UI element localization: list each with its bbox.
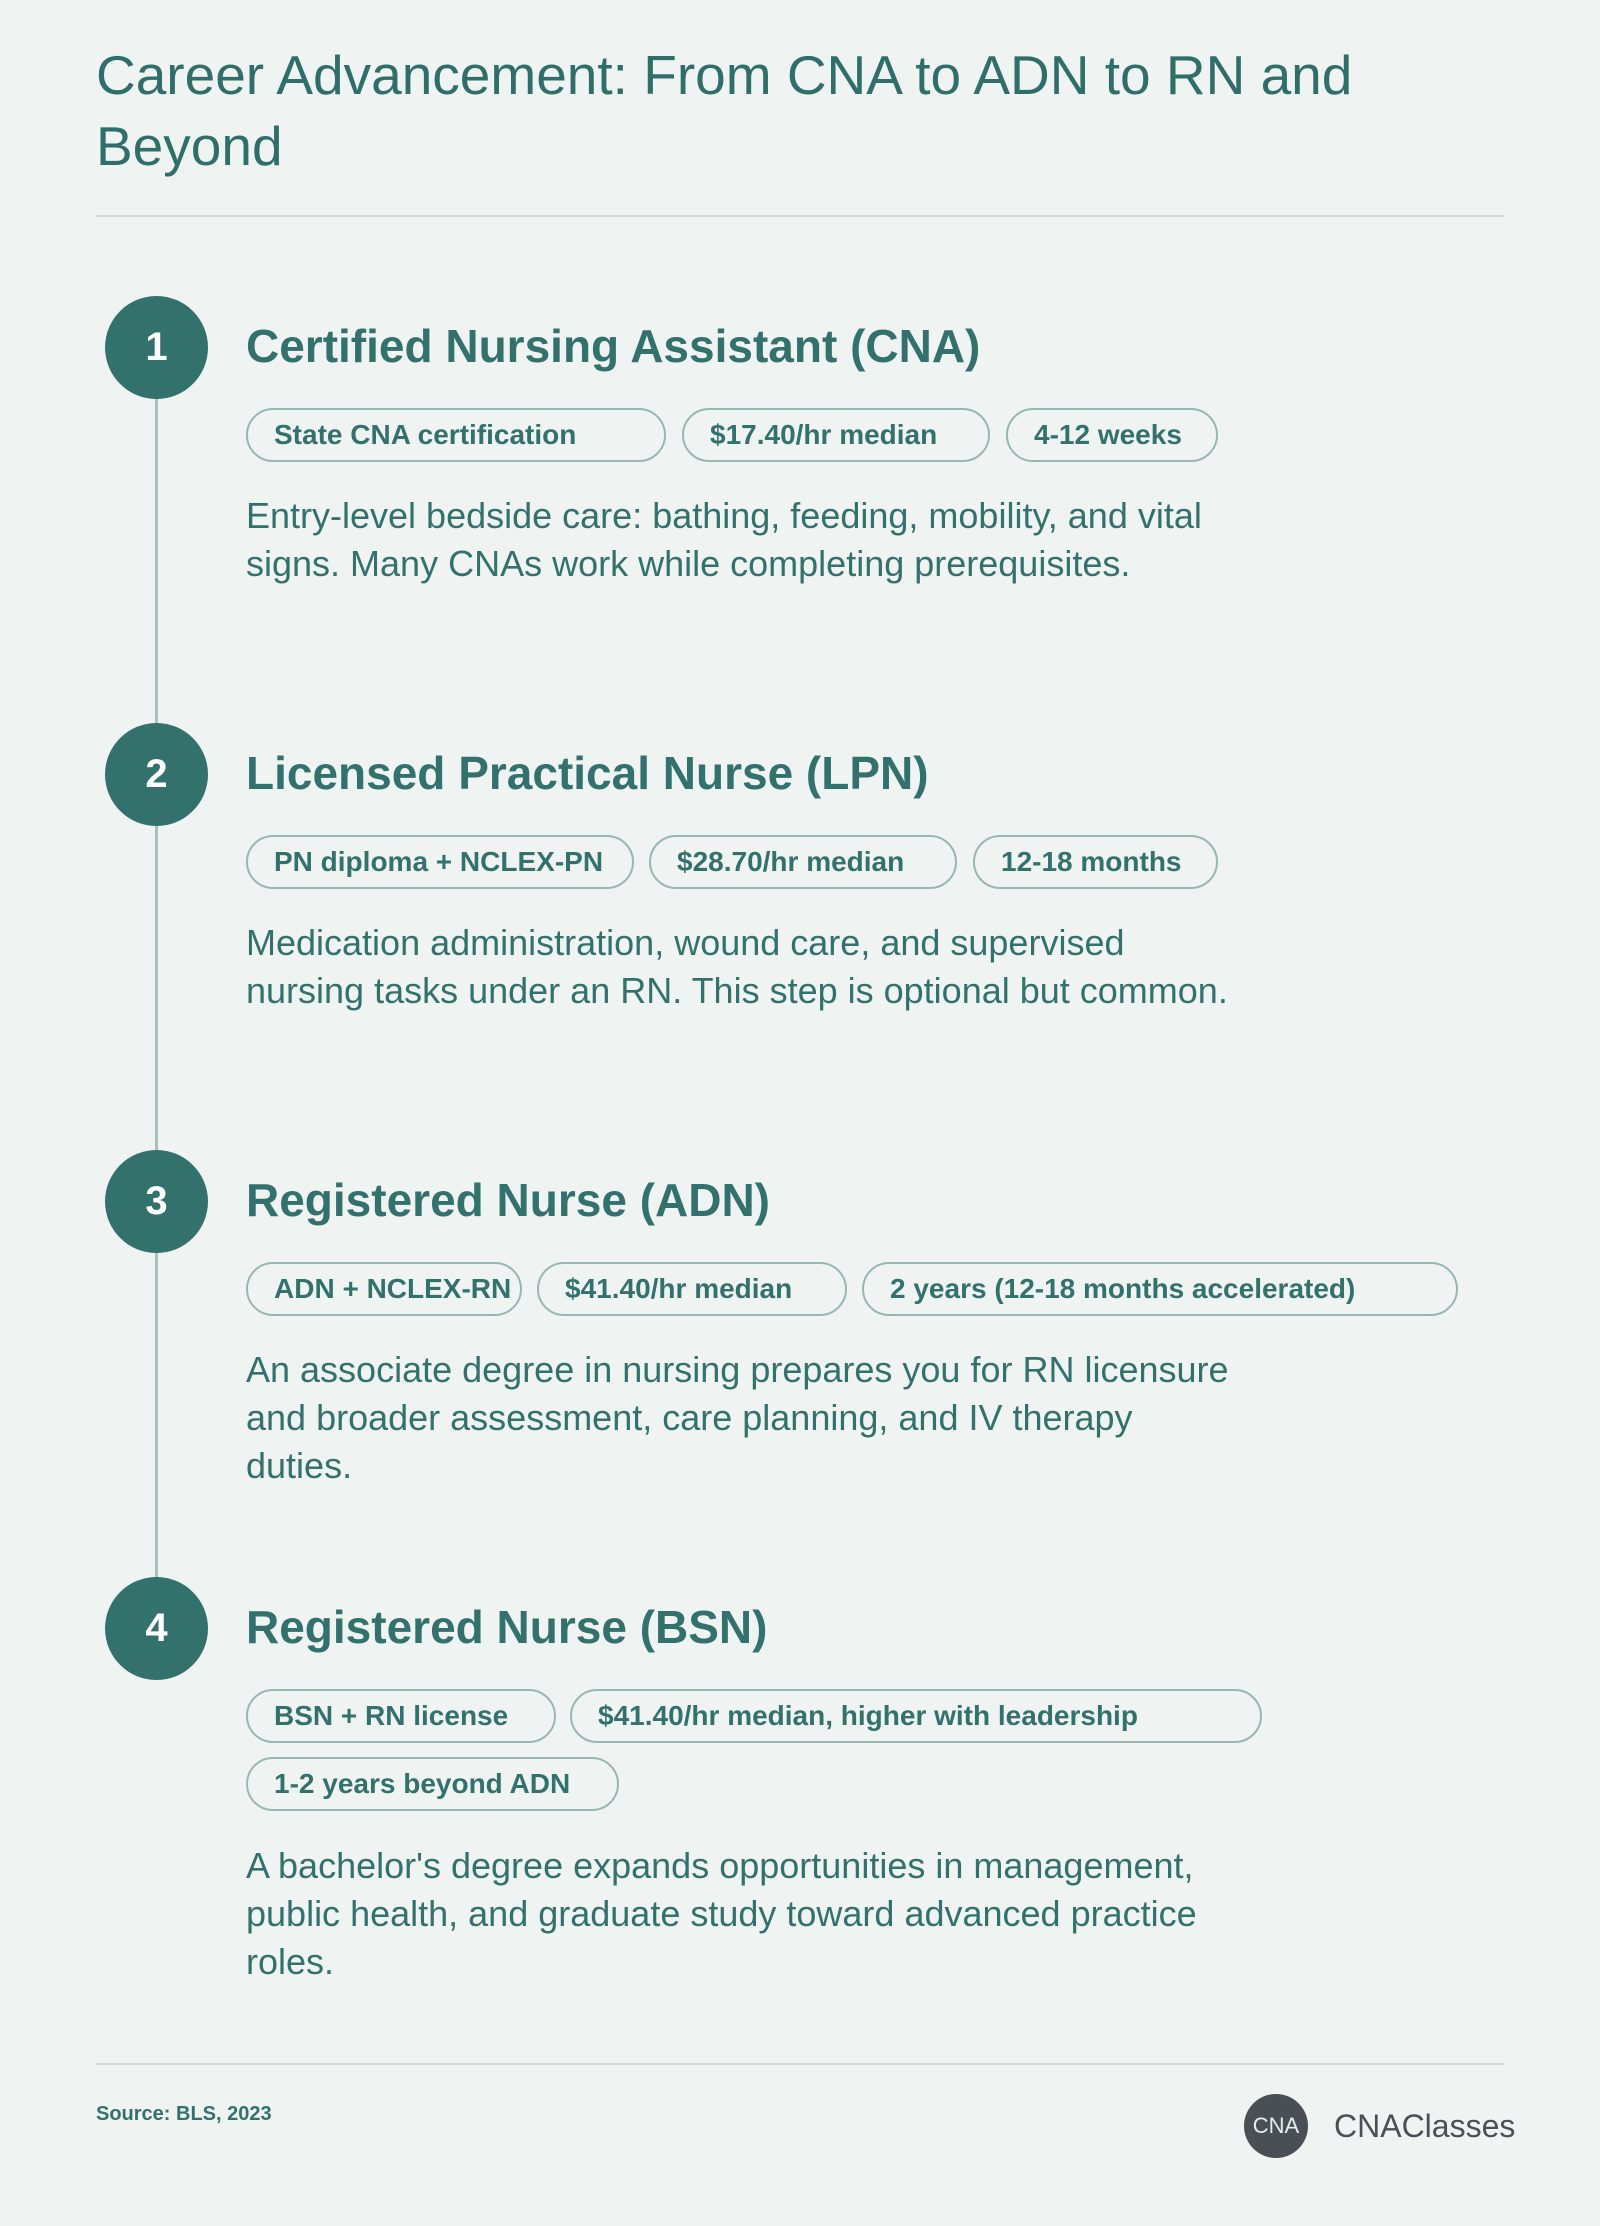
step-title: Registered Nurse (ADN) bbox=[246, 1174, 770, 1226]
step-title: Registered Nurse (BSN) bbox=[246, 1601, 768, 1653]
cna-logo-icon: CNA bbox=[1244, 2094, 1308, 2158]
step-number-badge: 4 bbox=[105, 1577, 208, 1680]
brand-name: CNAClasses bbox=[1334, 2108, 1516, 2144]
duration-tag: 1-2 years beyond ADN bbox=[246, 1757, 619, 1811]
source-note: Source: BLS, 2023 bbox=[96, 2103, 272, 2125]
duration-tag: 2 years (12-18 months accelerated) bbox=[862, 1262, 1458, 1316]
wage-tag: $17.40/hr median bbox=[682, 408, 990, 462]
credential-tag: State CNA certification bbox=[246, 408, 666, 462]
wage-tag: $41.40/hr median bbox=[537, 1262, 847, 1316]
step-number-badge: 3 bbox=[105, 1150, 208, 1253]
footer-divider bbox=[96, 2063, 1504, 2065]
wage-tag: $41.40/hr median, higher with leadership bbox=[570, 1689, 1262, 1743]
step-number-badge: 1 bbox=[105, 296, 208, 399]
step-description: Medication administration, wound care, and supervised nursing tasks under an RN. This step is optional but common. bbox=[246, 922, 1228, 1011]
header-divider bbox=[96, 215, 1504, 217]
step-description: A bachelor's degree expands opportunities in management, public health, and graduate study toward advanced practice roles. bbox=[246, 1845, 1197, 1982]
step-number-badge: 2 bbox=[105, 723, 208, 826]
step-description: Entry-level bedside care: bathing, feeding, mobility, and vital signs. Many CNAs work while completing prerequisites. bbox=[246, 495, 1202, 584]
duration-tag: 12-18 months bbox=[973, 835, 1218, 889]
step-description: An associate degree in nursing prepares you for RN licensure and broader assessment, care planning, and IV therapy duties. bbox=[246, 1349, 1229, 1486]
credential-tag: ADN + NCLEX-RN bbox=[246, 1262, 522, 1316]
wage-tag: $28.70/hr median bbox=[649, 835, 957, 889]
duration-tag: 4-12 weeks bbox=[1006, 408, 1218, 462]
step-title: Certified Nursing Assistant (CNA) bbox=[246, 320, 981, 372]
credential-tag: BSN + RN license bbox=[246, 1689, 556, 1743]
credential-tag: PN diploma + NCLEX-PN bbox=[246, 835, 634, 889]
step-title: Licensed Practical Nurse (LPN) bbox=[246, 747, 929, 799]
timeline-line bbox=[155, 340, 158, 1630]
page-title: Career Advancement: From CNA to ADN to RN and Beyond bbox=[96, 44, 1353, 177]
